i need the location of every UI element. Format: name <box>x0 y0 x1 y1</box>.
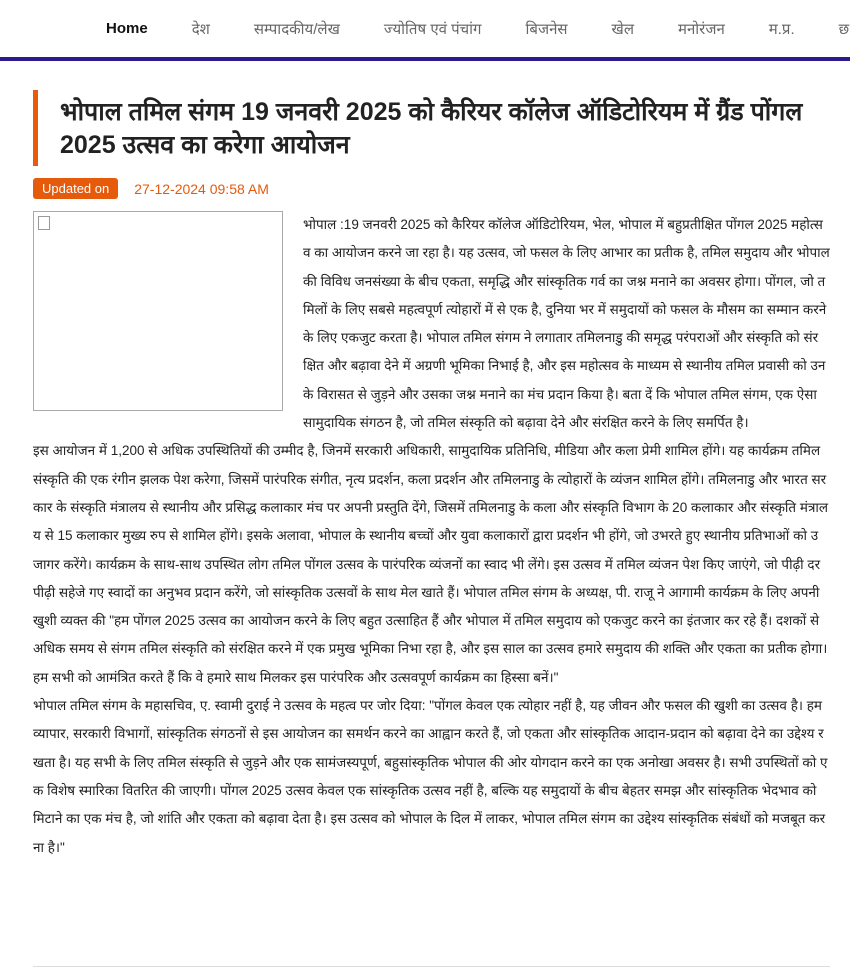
article-paragraph: भोपाल :19 जनवरी 2025 को कैरियर कॉलेज ऑडिटोरियम, भेल, भोपाल में बहुप्रतीक्षित पोंगल 2025 महोत्सव का आयोजन करने जा रहा है। यह उत्सव, जो फसल के लिए आभार का प्रतीक है, तमिल समुदाय और भोपाल की विविध जनसंख्या के बीच एकता, समृद्धि और सांस्कृतिक गर्व का जश्न मनाने का अवसर होगा। पोंगल, जो तमिलों के लिए सबसे महत्वपूर्ण त्योहारों में से एक है, दुनिया भर में समुदायों को फसल के मौसम का सम्मान करने के लिए एकजुट करता है। भोपाल तमिल संगम ने लगातार तमिलनाडु की समृद्ध परंपराओं और संस्कृति को संरक्षित और बढ़ावा देने में अग्रणी भूमिका निभाई है, और इस महोत्सव के माध्यम से स्थानीय तमिल प्रवासी को उनके विरासत से जुड़ने और उसका जश्न मनाने का मंच प्रदान किया है। बता दें कि भोपाल तमिल संगम, एक ऐसा सामुदायिक संगठन है, जो तमिल संस्कृति को बढ़ावा देने और संरक्षित करने के लिए समर्पित है। <box>303 217 830 431</box>
broken-image-icon <box>38 216 50 230</box>
updated-badge: Updated on <box>33 178 118 199</box>
nav-item-sampadkiya[interactable]: सम्पादकीय/लेख <box>253 20 340 38</box>
nav-item-chhattisgarh[interactable]: छ <box>838 20 850 38</box>
nav-item-business[interactable]: बिजनेस <box>525 20 568 38</box>
nav-item-khel[interactable]: खेल <box>611 20 634 38</box>
nav-item-manoranjan[interactable]: मनोरंजन <box>678 20 725 38</box>
nav-item-jyotish[interactable]: ज्योतिष एवं पंचांग <box>383 20 482 38</box>
updated-date: 27-12-2024 09:58 AM <box>134 180 269 197</box>
bottom-divider <box>33 966 830 967</box>
nav-item-mp[interactable]: म.प्र. <box>768 20 795 38</box>
nav-item-desh[interactable]: देश <box>191 20 210 38</box>
main-nav <box>0 0 850 57</box>
nav-divider-bar <box>0 57 850 61</box>
nav-item-home[interactable]: Home <box>106 20 148 37</box>
article-title: भोपाल तमिल संगम 19 जनवरी 2025 को कैरियर कॉलेज ऑडिटोरियम में ग्रैंड पोंगल 2025 उत्सव का करेगा आयोजन <box>33 90 850 166</box>
article-paragraph: भोपाल तमिल संगम के महासचिव, ए. स्वामी दुराई ने उत्सव के महत्व पर जोर दिया: "पोंगल केवल एक त्योहार नहीं है, यह जीवन और फसल की खुशी का उत्सव है। हम व्यापार, सरकारी विभागों, सांस्कृतिक संगठनों से इस आयोजन का समर्थन करने का आह्वान करते हैं, जो एकता और सांस्कृतिक आदान-प्रदान को बढ़ावा देने का उद्देश्य रखता है। यह सभी के लिए तमिल संस्कृति से जुड़ने और एक सामंजस्यपूर्ण, बहुसांस्कृतिक भोपाल की ओर योगदान करने का एक अनोखा अवसर है। सभी उपस्थितों को एक विशेष स्मारिका वितरित की जाएगी। पोंगल 2025 उत्सव केवल एक सांस्कृतिक उत्सव नहीं है, बल्कि यह समुदायों के बीच बेहतर समझ और सांस्कृतिक भेदभाव को मिटाने का एक मंच है, जो शांति और एकता को बढ़ावा देता है। इस उत्सव को भोपाल के दिल में लाकर, भोपाल तमिल संगम का उद्देश्य सांस्कृतिक संबंधों को मजबूत करना है।" <box>33 698 828 855</box>
article-paragraph: इस आयोजन में 1,200 से अधिक उपस्थितियों की उम्मीद है, जिनमें सरकारी अधिकारी, सामुदायिक प्रतिनिधि, मीडिया और कला प्रेमी शामिल होंगे। यह कार्यक्रम तमिल संस्कृति की एक रंगीन झलक पेश करेगा, जिसमें पारंपरिक संगीत, नृत्य प्रदर्शन, कला प्रदर्शन और तमिलनाडु के त्योहारों के व्यंजन शामिल होंगे। तमिलनाडु और भारत सरकार के संस्कृति मंत्रालय से स्थानीय और प्रसिद्ध कलाकार मंच पर अपनी प्रस्तुति देंगे, जिसमें तमिलनाडु के कला और संस्कृति विभाग के 20 कलाकार और संस्कृति मंत्रालय से 15 कलाकार मुख्य रुप से शामिल होंगे। इसके अलावा, भोपाल के स्थानीय बच्चों और युवा कलाकारों द्वारा प्रदर्शन भी होंगे, जो उभरते हुए स्थानीय प्रतिभाओं को उजागर करेंगे। कार्यक्रम के साथ-साथ उपस्थित लोग तमिल पोंगल उत्सव के पारंपरिक व्यंजनों का स्वाद भी लेंगे। इस उत्सव में तमिल व्यंजन पेश किए जाएंगे, जो पीढ़ी दर पीढ़ी सहेजे गए स्वादों का अनुभव प्रदान करेंगे, जो सांस्कृतिक उत्सवों के साथ मेल खाते हैं। भोपाल तमिल संगम के अध्यक्ष, पी. राजू ने आगामी कार्यक्रम के लिए अपनी खुशी व्यक्त की "हम पोंगल 2025 उत्सव का आयोजन करने के लिए बहुत उत्साहित हैं और भोपाल में तमिल समुदाय को एकजुट करने का इंतजार कर रहे हैं। दशकों से अधिक समय से संगम तमिल संस्कृति को संरक्षित करने में एक प्रमुख भूमिका निभा रहा है, और इस साल का उत्सव हमारे समुदाय की शक्ति और एकता का प्रतीक होगा। हम सभी को आमंत्रित करते हैं कि वे हमारे साथ मिलकर इस पारंपरिक और उत्सवपूर्ण कार्यक्रम का हिस्सा बनें।" <box>33 443 829 685</box>
article-meta <box>33 178 850 199</box>
article-body <box>33 211 830 862</box>
article-image <box>33 211 283 411</box>
